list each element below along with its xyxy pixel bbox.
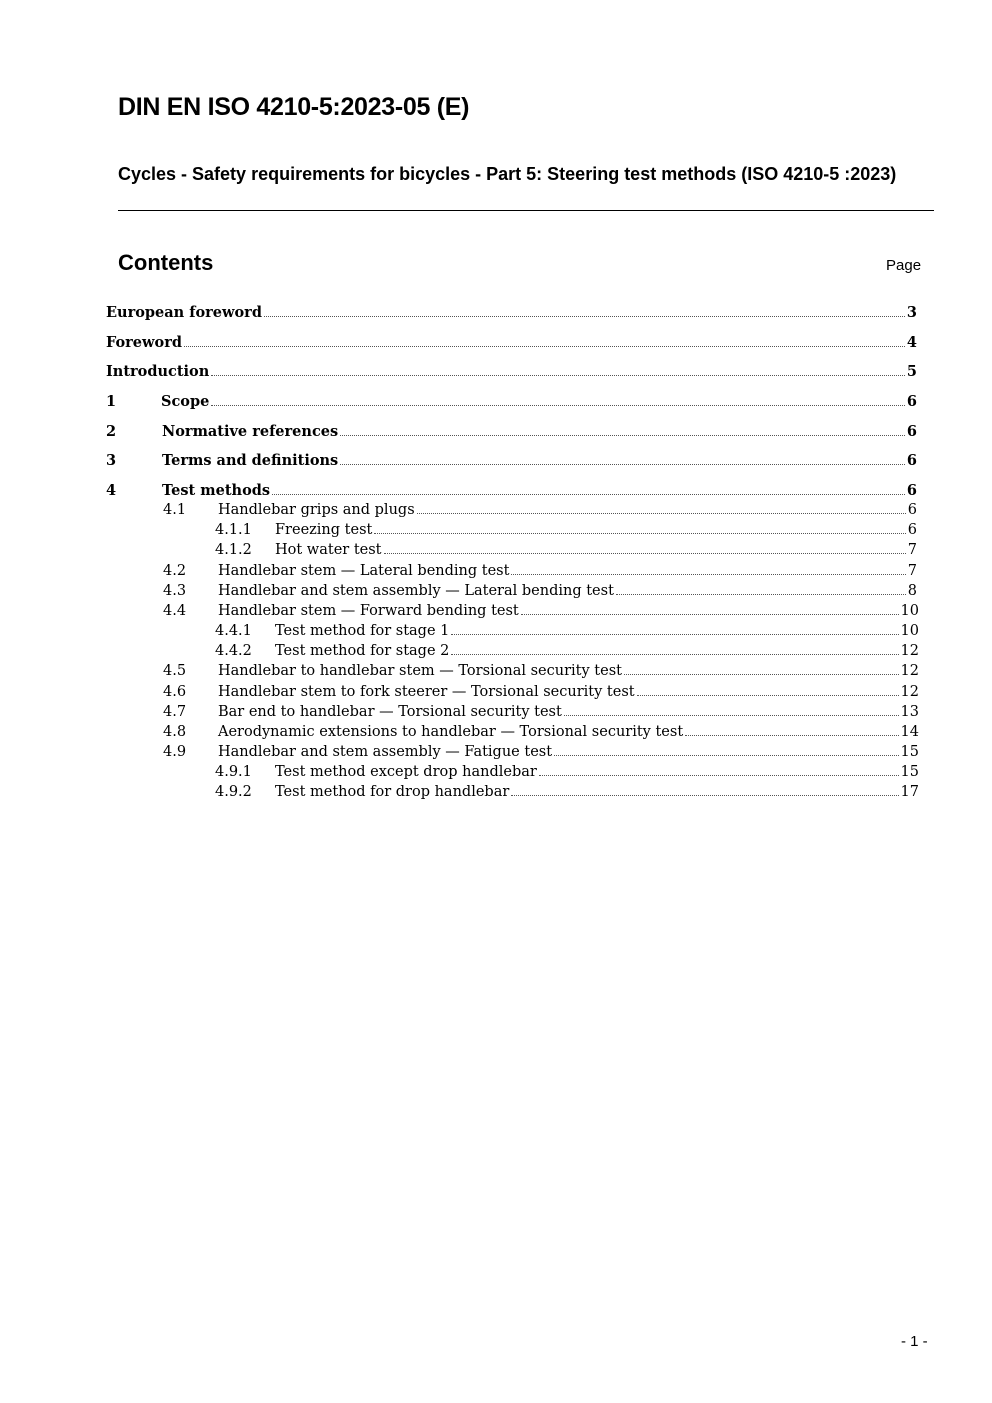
toc-entry-number: 2: [106, 423, 117, 440]
toc-dot-leader: [417, 513, 906, 514]
toc-entry-number: 4.9.1: [215, 764, 252, 780]
document-title: DIN EN ISO 4210-5:2023-05 (E): [118, 93, 470, 121]
toc-entry-page: 6: [907, 522, 917, 538]
toc-dot-leader: [511, 574, 905, 575]
toc-entry-number: 4.8: [163, 724, 187, 740]
toc-dot-leader: [564, 715, 899, 716]
toc-entry-title: Handlebar stem — Forward bending test: [218, 603, 519, 619]
toc-entry-page: 15: [900, 764, 919, 780]
toc-entry-number: 3: [106, 452, 117, 469]
toc-entry-4-3[interactable]: [163, 582, 917, 601]
toc-entry-4-9[interactable]: [163, 743, 919, 762]
toc-entry-title: Hot water test: [275, 542, 382, 558]
toc-entry-4-4-2[interactable]: [215, 642, 919, 661]
toc-entry-introduction[interactable]: [106, 362, 917, 381]
toc-entry-number: 4.4.1: [215, 623, 252, 639]
toc-dot-leader: [685, 735, 898, 736]
page-column-heading: Page: [886, 257, 922, 274]
toc-entry-4-5[interactable]: [163, 662, 919, 681]
toc-entry-4-9-1[interactable]: [215, 763, 919, 782]
toc-entry-title: Handlebar and stem assembly — Fatigue test: [218, 744, 553, 760]
toc-entry-4-1[interactable]: [163, 501, 917, 520]
toc-entry-page: 6: [906, 393, 917, 410]
toc-entry-4-2[interactable]: [163, 562, 917, 581]
toc-entry-4-7[interactable]: [163, 703, 919, 722]
toc-dot-leader: [637, 695, 899, 696]
toc-entry-number: 4.6: [163, 684, 187, 700]
toc-entry-4-4[interactable]: [163, 602, 919, 621]
toc-entry-1[interactable]: [106, 392, 917, 411]
toc-entry-page: 3: [906, 304, 917, 321]
toc-entry-title: Terms and definitions: [162, 452, 339, 469]
toc-entry-page: 8: [907, 583, 917, 599]
document-subtitle: Cycles - Safety requirements for bicycles - Part 5: Steering test methods (ISO 4210-5 :2023): [118, 164, 897, 184]
toc-entry-page: 4: [906, 334, 917, 351]
toc-entry-4[interactable]: [106, 481, 917, 500]
toc-entry-number: 4.1: [163, 502, 187, 518]
toc-entry-4-8[interactable]: [163, 723, 919, 742]
toc-entry-foreword[interactable]: [106, 333, 917, 352]
toc-entry-number: 4.3: [163, 583, 187, 599]
toc-entry-number: 4.9.2: [215, 784, 252, 800]
toc-dot-leader: [211, 405, 905, 406]
toc-dot-leader: [340, 435, 905, 436]
toc-entry-page: 10: [900, 603, 919, 619]
toc-entry-european-foreword[interactable]: [106, 303, 917, 322]
toc-entry-title: Handlebar stem to fork steerer — Torsional security test: [218, 684, 635, 700]
toc-entry-title: Freezing test: [275, 522, 373, 538]
toc-entry-title: Scope: [161, 393, 210, 410]
toc-entry-page: 15: [900, 744, 919, 760]
toc-dot-leader: [511, 795, 898, 796]
toc-dot-leader: [624, 674, 899, 675]
toc-entry-page: 6: [906, 452, 917, 469]
toc-entry-page: 12: [900, 663, 919, 679]
toc-entry-number: 4.2: [163, 563, 187, 579]
toc-entry-title: Test methods: [162, 482, 271, 499]
toc-entry-title: Normative references: [162, 423, 339, 440]
toc-entry-4-1-1[interactable]: [215, 521, 917, 540]
toc-entry-4-1-2[interactable]: [215, 541, 917, 560]
toc-entry-title: Introduction: [106, 363, 210, 380]
toc-entry-number: 4.5: [163, 663, 187, 679]
toc-entry-title: Test method for stage 2: [275, 643, 450, 659]
toc-entry-number: 4.9: [163, 744, 187, 760]
toc-entry-number: 4.4: [163, 603, 187, 619]
toc-dot-leader: [539, 775, 899, 776]
toc-entry-title: Bar end to handlebar — Torsional security test: [218, 704, 562, 720]
toc-entry-number: 4.4.2: [215, 643, 252, 659]
toc-dot-leader: [554, 755, 899, 756]
toc-entry-page: 6: [906, 482, 917, 499]
toc-entry-page: 6: [907, 502, 917, 518]
toc-dot-leader: [384, 553, 906, 554]
toc-entry-number: 4.7: [163, 704, 187, 720]
toc-entry-title: Handlebar and stem assembly — Lateral bending test: [218, 583, 614, 599]
toc-entry-page: 14: [900, 724, 919, 740]
toc-entry-page: 7: [907, 542, 917, 558]
toc-entry-page: 13: [900, 704, 919, 720]
toc-entry-page: 10: [900, 623, 919, 639]
title-divider: [118, 210, 934, 211]
toc-entry-page: 5: [906, 363, 917, 380]
toc-entry-title: Aerodynamic extensions to handlebar — Torsional security test: [218, 724, 684, 740]
toc-dot-leader: [374, 533, 905, 534]
toc-entry-4-6[interactable]: [163, 683, 919, 702]
contents-heading: Contents: [118, 250, 214, 275]
toc-dot-leader: [340, 464, 905, 465]
toc-dot-leader: [272, 494, 905, 495]
toc-entry-number: 4: [106, 482, 117, 499]
toc-entry-number: 1: [106, 393, 117, 410]
toc-entry-3[interactable]: [106, 451, 917, 470]
toc-dot-leader: [184, 346, 905, 347]
toc-entry-title: Test method except drop handlebar: [275, 764, 537, 780]
toc-dot-leader: [451, 654, 898, 655]
toc-entry-page: 7: [907, 563, 917, 579]
toc-entry-4-9-2[interactable]: [215, 783, 919, 802]
toc-entry-title: European foreword: [106, 304, 262, 321]
toc-entry-2[interactable]: [106, 422, 917, 441]
toc-dot-leader: [211, 375, 905, 376]
toc-entry-number: 4.1.2: [215, 542, 252, 558]
toc-entry-4-4-1[interactable]: [215, 622, 919, 641]
toc-entry-title: Handlebar to handlebar stem — Torsional security test: [218, 663, 622, 679]
page-number: - 1 -: [901, 1333, 928, 1350]
toc-entry-title: Handlebar grips and plugs: [218, 502, 415, 518]
toc-entry-number: 4.1.1: [215, 522, 252, 538]
toc-entry-title: Handlebar stem — Lateral bending test: [218, 563, 510, 579]
toc-dot-leader: [521, 614, 899, 615]
toc-entry-title: Test method for stage 1: [275, 623, 450, 639]
toc-entry-title: Foreword: [106, 334, 182, 351]
toc-dot-leader: [616, 594, 906, 595]
toc-entry-title: Test method for drop handlebar: [275, 784, 510, 800]
toc-entry-page: 12: [900, 643, 919, 659]
toc-entry-page: 6: [906, 423, 917, 440]
toc-dot-leader: [264, 316, 905, 317]
toc-entry-page: 17: [900, 784, 919, 800]
toc-entry-page: 12: [900, 684, 919, 700]
toc-dot-leader: [451, 634, 898, 635]
